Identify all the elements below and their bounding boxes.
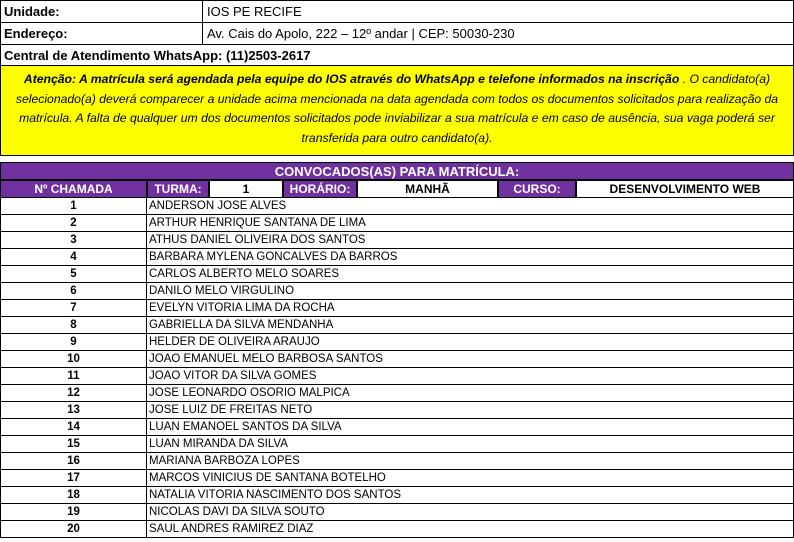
candidate-name: HELDER DE OLIVEIRA ARAUJO [147,334,794,351]
unidade-row [0,0,794,22]
curso-label: CURSO: [498,180,576,198]
table-row [0,232,794,249]
candidate-name: ANDERSON JOSE ALVES [147,198,794,215]
call-number: 1 [0,198,147,215]
unidade-label: Unidade: [1,1,203,22]
table-row [0,402,794,419]
table-row [0,419,794,436]
candidate-name: CARLOS ALBERTO MELO SOARES [147,266,794,283]
whatsapp-contact: Central de Atendimento WhatsApp: (11)2503-2617 [0,44,794,66]
table-row [0,300,794,317]
candidate-name: ATHUS DANIEL OLIVEIRA DOS SANTOS [147,232,794,249]
candidate-name: JOSE LEONARDO OSORIO MALPICA [147,385,794,402]
call-number: 8 [0,317,147,334]
enrollment-notice [0,66,794,156]
table-row [0,487,794,504]
candidate-name: SAUL ANDRES RAMIREZ DIAZ [147,521,794,538]
table-row [0,521,794,538]
table-row [0,198,794,215]
call-number: 6 [0,283,147,300]
table-row [0,368,794,385]
candidate-name: GABRIELLA DA SILVA MENDANHA [147,317,794,334]
call-number: 10 [0,351,147,368]
table-title: CONVOCADOS(AS) PARA MATRÍCULA: [0,162,794,180]
candidate-name: BARBARA MYLENA GONCALVES DA BARROS [147,249,794,266]
table-row [0,385,794,402]
candidate-name: JOSE LUIZ DE FREITAS NETO [147,402,794,419]
table-row [0,334,794,351]
call-number: 20 [0,521,147,538]
call-number: 16 [0,453,147,470]
notice-bold-text: Atenção: A matrícula será agendada pela equipe do IOS através do WhatsApp e telefone informados na inscrição [23,72,680,86]
call-number: 17 [0,470,147,487]
col-chamada-header: Nº CHAMADA [0,180,147,198]
call-number: 5 [0,266,147,283]
call-number: 18 [0,487,147,504]
table-row [0,351,794,368]
table-row [0,470,794,487]
call-number: 9 [0,334,147,351]
table-row [0,266,794,283]
endereco-label: Endereço: [1,23,203,44]
horario-value: MANHÃ [357,180,498,198]
candidate-name: NATALIA VITORIA NASCIMENTO DOS SANTOS [147,487,794,504]
turma-label: TURMA: [147,180,209,198]
candidate-name: ARTHUR HENRIQUE SANTANA DE LIMA [147,215,794,232]
call-number: 7 [0,300,147,317]
table-row [0,453,794,470]
call-number: 14 [0,419,147,436]
table-subheader [0,180,794,198]
call-number: 4 [0,249,147,266]
table-row [0,436,794,453]
table-row [0,283,794,300]
call-number: 3 [0,232,147,249]
candidate-name: EVELYN VITORIA LIMA DA ROCHA [147,300,794,317]
table-row [0,249,794,266]
curso-value: DESENVOLVIMENTO WEB [576,180,794,198]
table-row [0,504,794,521]
table-row [0,317,794,334]
candidate-name: NICOLAS DAVI DA SILVA SOUTO [147,504,794,521]
call-number: 11 [0,368,147,385]
candidate-name: MARIANA BARBOZA LOPES [147,453,794,470]
endereco-value: Av. Cais do Apolo, 222 – 12º andar | CEP: 50030-230 [207,26,515,41]
horario-label: HORÁRIO: [283,180,357,198]
endereco-row [0,22,794,44]
call-number: 13 [0,402,147,419]
notice-body-text: . O candidato(a) selecionado(a) deverá comparecer a unidade acima mencionada na data agendada com todos os documentos solicitados para realização da matrícula. A falta de qualquer um dos documentos solicitados pode inviabilizar a sua matrícula e em caso de ausência, sua vaga poderá ser transferida para outro candidato(a). [15,72,779,145]
call-number: 12 [0,385,147,402]
candidate-name: JOAO VITOR DA SILVA GOMES [147,368,794,385]
turma-value: 1 [209,180,283,198]
call-number: 2 [0,215,147,232]
candidate-name: MARCOS VINICIUS DE SANTANA BOTELHO [147,470,794,487]
candidate-name: DANILO MELO VIRGULINO [147,283,794,300]
candidate-name: JOAO EMANUEL MELO BARBOSA SANTOS [147,351,794,368]
candidate-name: LUAN MIRANDA DA SILVA [147,436,794,453]
table-row [0,215,794,232]
candidate-name: LUAN EMANOEL SANTOS DA SILVA [147,419,794,436]
call-number: 15 [0,436,147,453]
unidade-value: IOS PE RECIFE [207,4,302,19]
call-number: 19 [0,504,147,521]
